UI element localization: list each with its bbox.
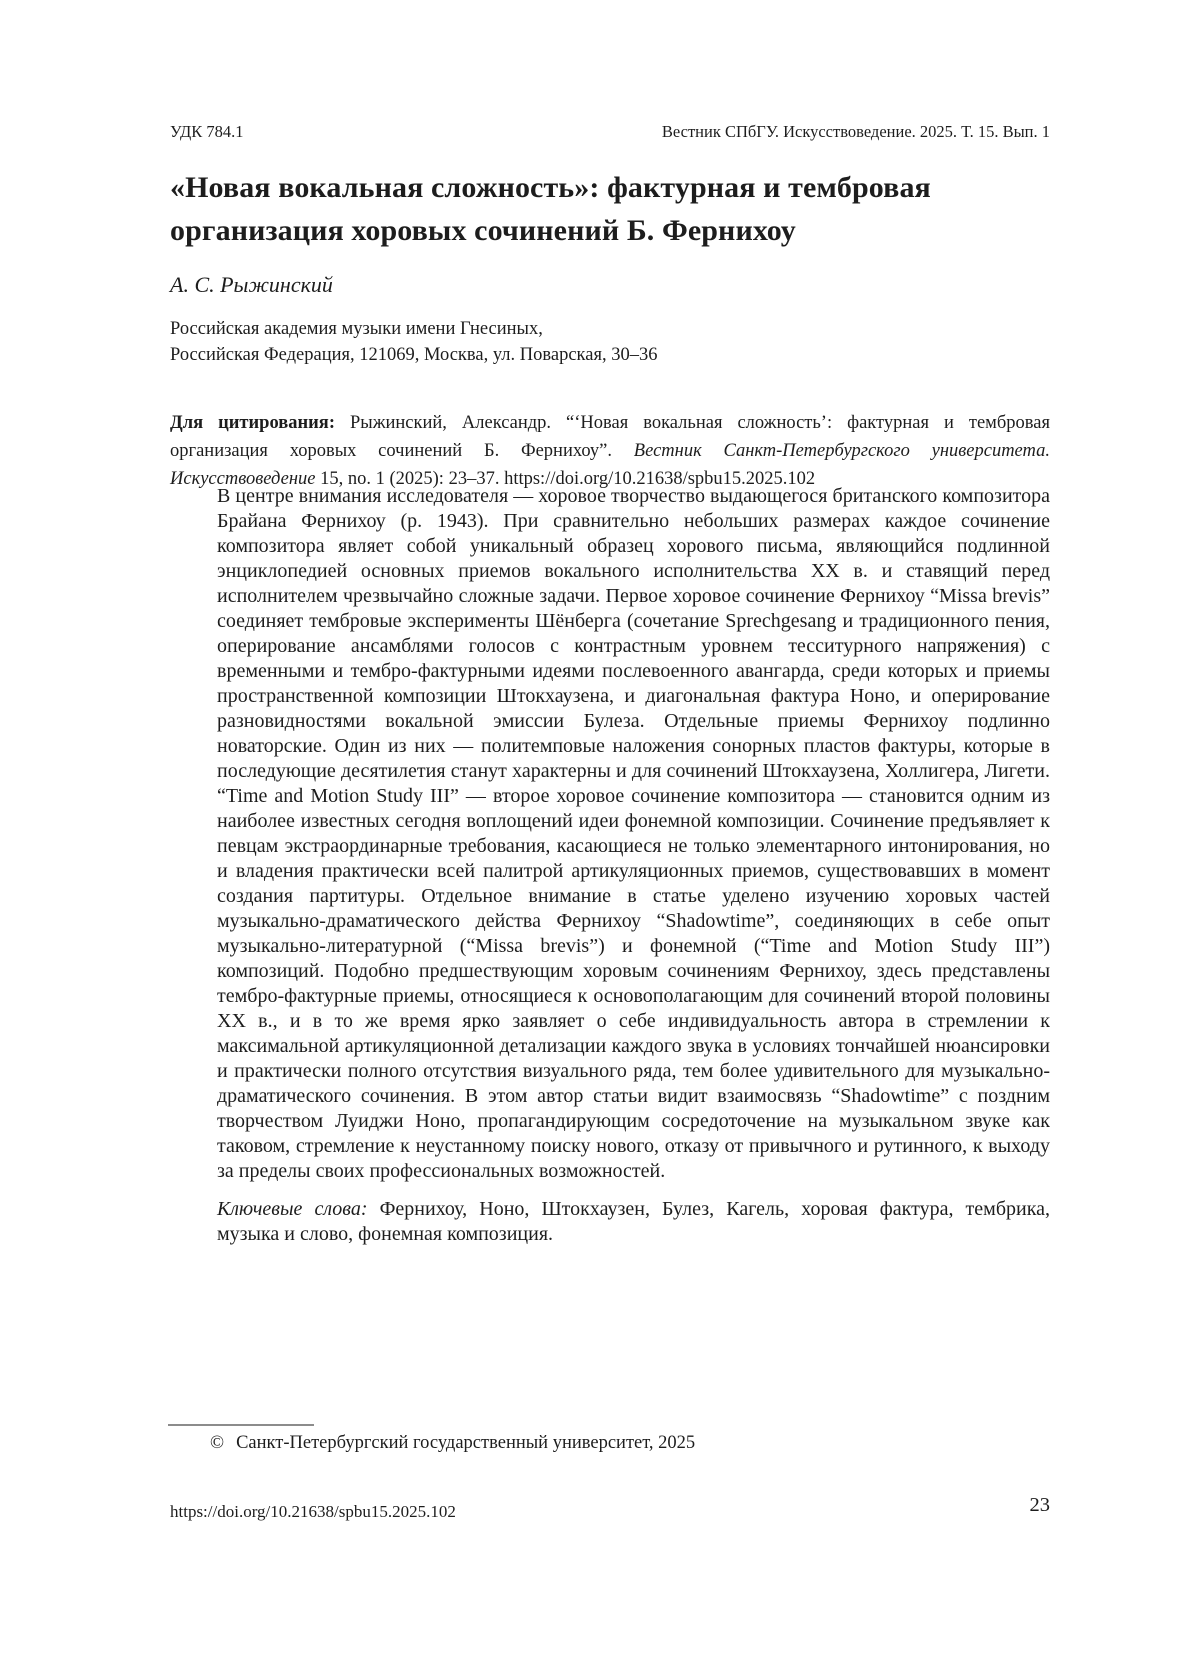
citation-block xyxy=(170,409,1050,493)
abstract-section xyxy=(217,484,1050,1247)
citation-issue-info: 15, no. 1 (2025): 23–37. xyxy=(315,468,505,489)
citation-journal-title: Вестник Санкт-Петербургского университета. Искусствоведение xyxy=(170,440,1050,489)
article-title: «Новая вокальная сложность»: фактурная и тембровая организация хоровых сочинений Б. Фернихоу xyxy=(170,171,931,247)
citation-text: Рыжинский, Александр. “‘Новая вокальная сложность’: фактурная и тембровая организация хоровых сочинений Б. Фернихоу”. xyxy=(170,412,1050,461)
abstract-text: В центре внимания исследователя — хоровое творчество выдающегося британского композитора Брайана Фернихоу (р. 1943). При сравнительно небольших размерах каждое сочинение композитора являет собой уникальный образец хорового письма, являющийся подлинной энциклопедией основных приемов вокального исполнительства XX в. и ставящий перед исполнителем чрезвычайно сложные задачи. Первое хоровое сочинение Фернихоу “Missa brevis” соединяет тембровые эксперименты Шёнберга (сочетание Sprechgesang и традиционного пения, оперирование ансамблями голосов с контрастным уровнем тесситурного напряжения) с временными и тембро-фактурными идеями послевоенного авангарда, среди которых и приемы пространственной композиции Штокхаузена, и диагональная фактура Ноно, и оперирование разновидностями вокальной эмиссии Булеза. Отдельные приемы Фернихоу подлинно новаторские. Один из них — политемповые наложения сонорных пластов фактуры, которые в последующие десятилетия станут характерны и для сочинений Штокхаузена, Холлигера, Лигети. “Time and Motion Study III” — второе хоровое сочинение композитора — становится одним из наиболее известных сегодня воплощений идеи фонемной композиции. Сочинение предъявляет к певцам экстраординарные требования, касающиеся не только элементарного интонирования, но и владения практически всей палитрой артикуляционных приемов, существовавших в момент создания партитуры. Отдельное внимание в статье уделено изучению хоровых частей музыкально-драматического действа Фернихоу “Shadowtime”, соединяющих в себе опыт музыкально-литературной (“Missa brevis”) и фонемной (“Time and Motion Study III”) композиций. Подобно предшествующим хоровым сочинениям Фернихоу, здесь представлены тембро-фактурные приемы, относящиеся к основополагающим для сочинений второй половины XX в., и в то же время ярко заявляет о себе индивидуальность автора в стремлении к максимальной артикуляционной детализации каждого звука в условиях тончайшей нюансировки и практически полного отсутствия визуального ряда, тем более удивительного для музыкально-драматического сочинения. В этом автор статьи видит взаимосвязь “Shadowtime” с поздним творчеством Луиджи Ноно, пропагандирующим сосредоточение на музыкальном звуке как таковом, стремление к неустанному поиску нового, отказу от привычного и рутинного, к выходу за пределы своих профессиональных возможностей. xyxy=(217,485,1050,1182)
footnote-divider xyxy=(168,1424,314,1426)
page-number: 23 xyxy=(1029,1494,1050,1516)
citation-label: Для цитирования: xyxy=(170,412,335,433)
affiliation-block xyxy=(170,316,1050,368)
copyright-text: Санкт-Петербургский государственный университет, 2025 xyxy=(236,1433,696,1453)
affiliation-institution: Российская академия музыки имени Гнесиных, xyxy=(170,319,543,339)
article-author: А. С. Рыжинский xyxy=(170,272,333,297)
footer-doi-link[interactable]: https://doi.org/10.21638/spbu15.2025.102 xyxy=(170,1502,456,1521)
citation-doi-link[interactable]: https://doi.org/10.21638/spbu15.2025.102 xyxy=(504,468,816,489)
copyright-icon: © xyxy=(210,1433,225,1453)
keywords-label: Ключевые слова: xyxy=(217,1198,368,1220)
copyright-line xyxy=(170,1433,1050,1454)
keywords-list: Фернихоу, Ноно, Штокхаузен, Булез, Кагель, хоровая фактура, тембрика, музыка и слово, фонемная композиция. xyxy=(217,1198,1050,1245)
keywords-block xyxy=(217,1197,1050,1247)
affiliation-address: Российская Федерация, 121069, Москва, ул. Поварская, 30–36 xyxy=(170,345,658,365)
page-header xyxy=(170,122,1050,142)
udk-number: УДК 784.1 xyxy=(170,122,244,141)
journal-reference: Вестник СПбГУ. Искусствоведение. 2025. Т. 15. Вып. 1 xyxy=(661,122,1050,141)
